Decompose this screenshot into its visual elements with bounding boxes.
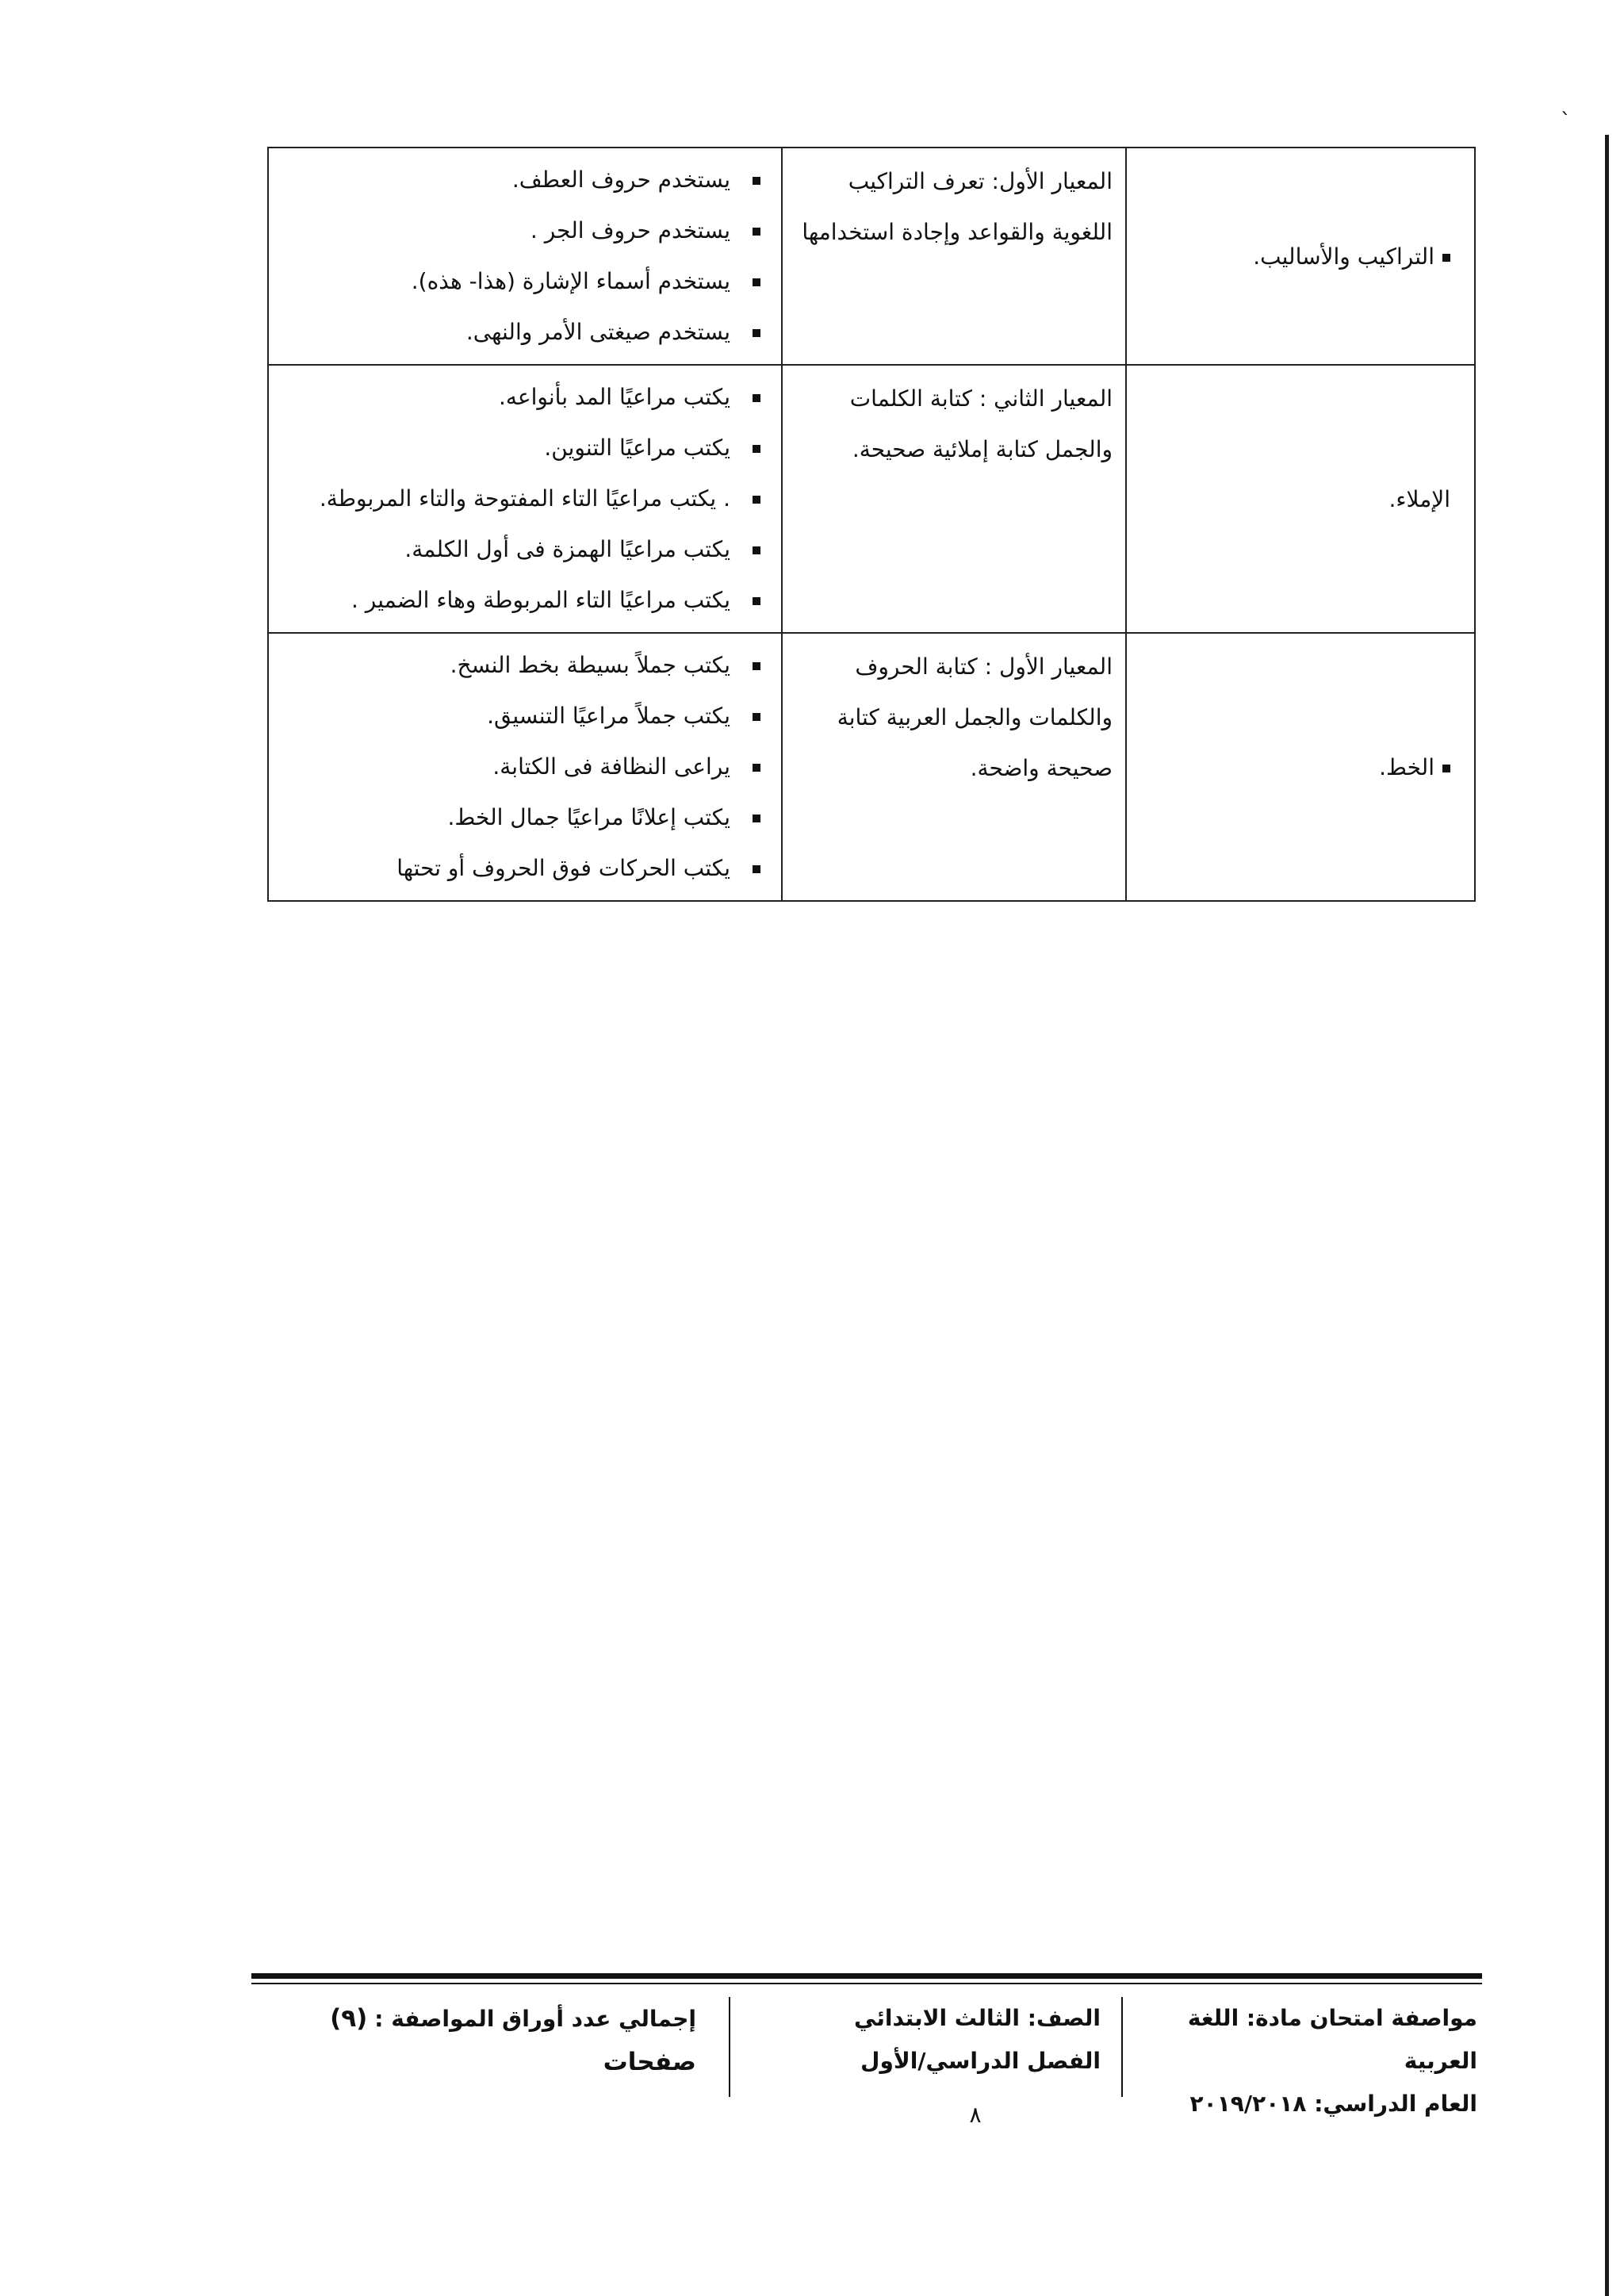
footer-total-label: إجمالي عدد أوراق المواصفة :	[374, 2006, 696, 2032]
footer-divider	[1121, 1997, 1123, 2097]
list-item: يكتب مراعيًا التاء المربوطة وهاء الضمير .	[277, 575, 730, 626]
page-edge-shadow	[1605, 135, 1609, 2296]
list-item: يكتب مراعيًا الهمزة فى أول الكلمة.	[277, 524, 730, 575]
table-row	[268, 365, 1475, 633]
list-item: يراعى النظافة فى الكتابة.	[277, 742, 730, 792]
list-item: يستخدم حروف العطف.	[277, 155, 730, 205]
list-item: يكتب جملاً بسيطة بخط النسخ.	[277, 640, 730, 691]
skills-list	[277, 372, 730, 626]
list-item: يكتب مراعيًا المد بأنواعه.	[277, 372, 730, 423]
list-item: يستخدم صيغتى الأمر والنهى.	[277, 307, 730, 358]
bullet-square-icon	[1442, 765, 1450, 772]
content-area-label: الخط.	[1379, 753, 1434, 780]
footer-rule	[251, 1983, 1482, 1984]
footer-year: العام الدراسي: ٢٠١٩/٢٠١٨	[1189, 2091, 1477, 2117]
page-number: ٨	[969, 2102, 982, 2128]
content-area-cell	[1126, 365, 1475, 633]
standard-text: المعيار الأول : كتابة الحروف والكلمات والجمل العربية كتابة صحيحة واضحة.	[837, 654, 1113, 781]
bullet-square-icon	[1442, 254, 1450, 262]
skills-cell	[268, 633, 782, 901]
content-area-cell	[1126, 148, 1475, 365]
footer-subject: مواصفة امتحان مادة: اللغة العربية	[1187, 2005, 1477, 2074]
standard-text: المعيار الثاني : كتابة الكلمات والجمل كتابة إملائية صحيحة.	[849, 385, 1113, 462]
content-area-label: الإملاء.	[1388, 485, 1450, 512]
footer-rule	[251, 1973, 1482, 1979]
list-item: يكتب جملاً مراعيًا التنسيق.	[277, 691, 730, 742]
standard-cell	[782, 148, 1126, 365]
list-item: يكتب مراعيًا التنوين.	[277, 423, 730, 473]
footer-total-cell	[284, 1997, 696, 2084]
standard-cell	[782, 633, 1126, 901]
table-row	[268, 633, 1475, 901]
footer-grade-cell	[744, 1997, 1101, 2083]
list-item: يستخدم حروف الجر .	[277, 205, 730, 256]
list-item: يستخدم أسماء الإشارة (هذا- هذه).	[277, 256, 730, 307]
footer-subject-cell	[1128, 1997, 1477, 2125]
skills-cell	[268, 148, 782, 365]
scan-mark: ˎ	[1561, 92, 1571, 116]
content-area-label: التراكيب والأساليب.	[1253, 243, 1434, 270]
skills-list	[277, 155, 730, 358]
content-area-cell	[1126, 633, 1475, 901]
standard-cell	[782, 365, 1126, 633]
footer-divider	[729, 1997, 730, 2097]
list-item: . يكتب مراعيًا التاء المفتوحة والتاء المربوطة.	[277, 473, 730, 524]
footer-total-value: (٩) صفحات	[330, 2004, 696, 2076]
footer-term: الفصل الدراسي/الأول	[860, 2048, 1101, 2074]
skills-cell	[268, 365, 782, 633]
specification-table	[267, 147, 1476, 902]
list-item: يكتب إعلانًا مراعيًا جمال الخط.	[277, 792, 730, 843]
table-row	[268, 148, 1475, 365]
skills-list	[277, 640, 730, 894]
footer-grade: الصف: الثالث الابتدائي	[854, 2005, 1101, 2031]
standard-text: المعيار الأول: تعرف التراكيب اللغوية والقواعد وإجادة استخدامها	[802, 168, 1113, 245]
list-item: يكتب الحركات فوق الحروف أو تحتها	[277, 843, 730, 894]
